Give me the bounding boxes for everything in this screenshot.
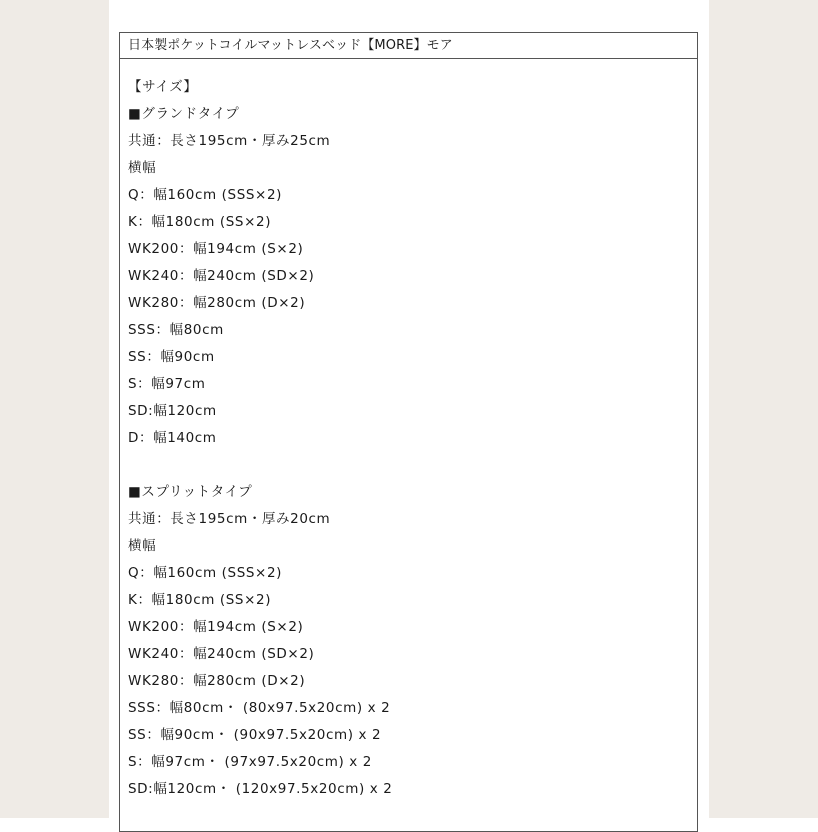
spec-line: 【サイズ】 xyxy=(128,79,198,95)
spec-line: WK240：幅240cm (SD×2) xyxy=(128,268,315,284)
spec-line: WK200：幅194cm (S×2) xyxy=(128,241,304,257)
spec-line: S：幅97cm・ (97x97.5x20cm) x 2 xyxy=(128,754,372,770)
spec-line: 共通：長さ195cm・厚み25cm xyxy=(128,133,331,149)
spec-line: Q：幅160cm (SSS×2) xyxy=(128,187,282,203)
spec-line: 横幅 xyxy=(128,538,157,554)
spec-line: SS：幅90cm xyxy=(128,349,215,365)
spec-line: WK200：幅194cm (S×2) xyxy=(128,619,304,635)
spec-line: Q：幅160cm (SSS×2) xyxy=(128,565,282,581)
spec-line: SD:幅120cm・ (120x97.5x20cm) x 2 xyxy=(128,781,393,797)
size-spec-list xyxy=(128,74,392,803)
spec-line: SSS：幅80cm・ (80x97.5x20cm) x 2 xyxy=(128,700,391,716)
spec-line: ■スプリットタイプ xyxy=(128,484,253,500)
spec-line: S：幅97cm xyxy=(128,376,206,392)
size-spec-box xyxy=(119,32,698,832)
spec-line: 横幅 xyxy=(128,160,157,176)
spec-line: WK280：幅280cm (D×2) xyxy=(128,295,306,311)
spec-line: SSS：幅80cm xyxy=(128,322,224,338)
page-margin-right xyxy=(709,0,818,818)
spec-line: 共通：長さ195cm・厚み20cm xyxy=(128,511,331,527)
spec-line: K：幅180cm (SS×2) xyxy=(128,214,272,230)
spec-line: ■グランドタイプ xyxy=(128,106,240,122)
spec-line: SS：幅90cm・ (90x97.5x20cm) x 2 xyxy=(128,727,382,743)
spec-line: D：幅140cm xyxy=(128,430,217,446)
spacer-line xyxy=(128,452,392,479)
spec-line: WK240：幅240cm (SD×2) xyxy=(128,646,315,662)
spec-line: WK280：幅280cm (D×2) xyxy=(128,673,306,689)
page-margin-left xyxy=(0,0,109,818)
spec-line: SD:幅120cm xyxy=(128,403,217,419)
spec-line: K：幅180cm (SS×2) xyxy=(128,592,272,608)
product-title: 日本製ポケットコイルマットレスベッド【MORE】モア xyxy=(120,33,697,59)
